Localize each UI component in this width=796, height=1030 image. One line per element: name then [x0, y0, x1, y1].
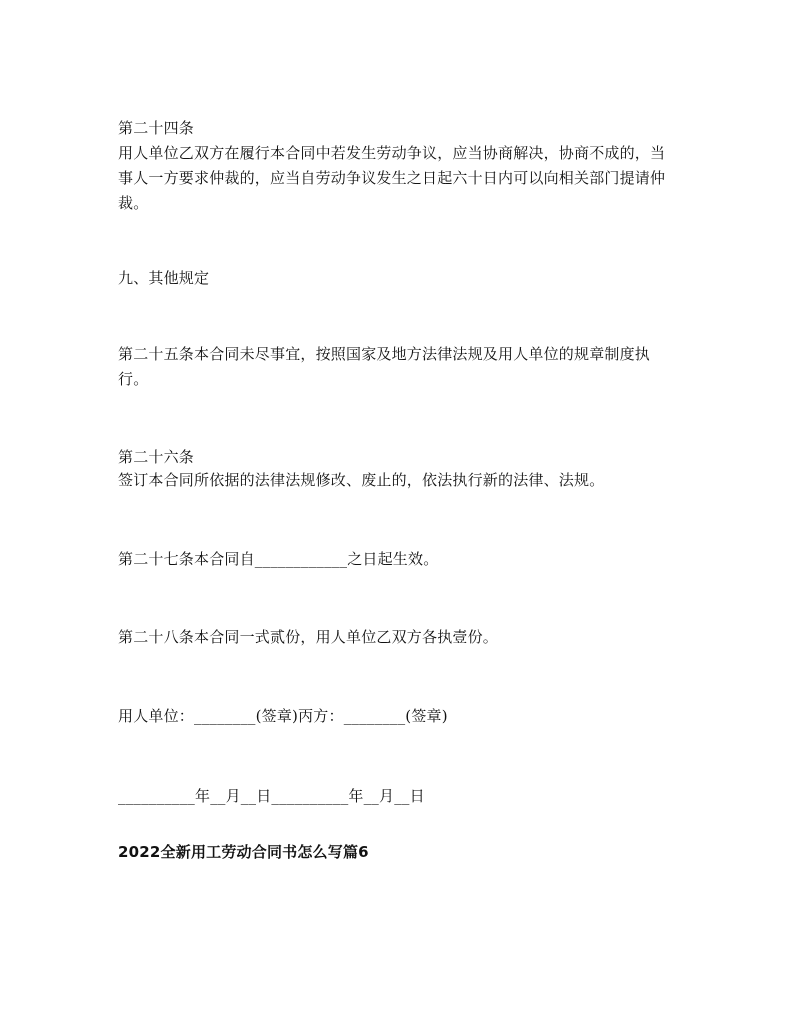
article-24-line-1: 用人单位乙双方在履行本合同中若发生劳动争议，应当协商解决，协商不成的，当: [118, 144, 666, 162]
section-9-title: 九、其他规定: [118, 269, 210, 287]
date-line: __________年__月__日__________年__月__日: [118, 787, 425, 805]
article-26-text: 签订本合同所依据的法律法规修改、废止的，依法执行新的法律、法规。: [118, 471, 605, 489]
signature-line: 用人单位：________(签章)丙方：________(签章): [118, 707, 448, 725]
article-26-title: 第二十六条: [118, 448, 195, 466]
article-25-line-1: 第二十五条本合同未尽事宜，按照国家及地方法律法规及用人单位的规章制度执: [118, 345, 651, 363]
article-24-title: 第二十四条: [118, 119, 195, 137]
next-section-heading: 2022全新用工劳动合同书怎么写篇6: [118, 843, 369, 861]
article-25-line-2: 行。: [118, 370, 149, 388]
article-27-text: 第二十七条本合同自____________之日起生效。: [118, 550, 439, 568]
article-24-line-3: 裁。: [118, 194, 149, 212]
article-24-line-2: 事人一方要求仲裁的，应当自劳动争议发生之日起六十日内可以向相关部门提请仲: [118, 169, 666, 187]
article-28-text: 第二十八条本合同一式贰份，用人单位乙双方各执壹份。: [118, 628, 499, 646]
